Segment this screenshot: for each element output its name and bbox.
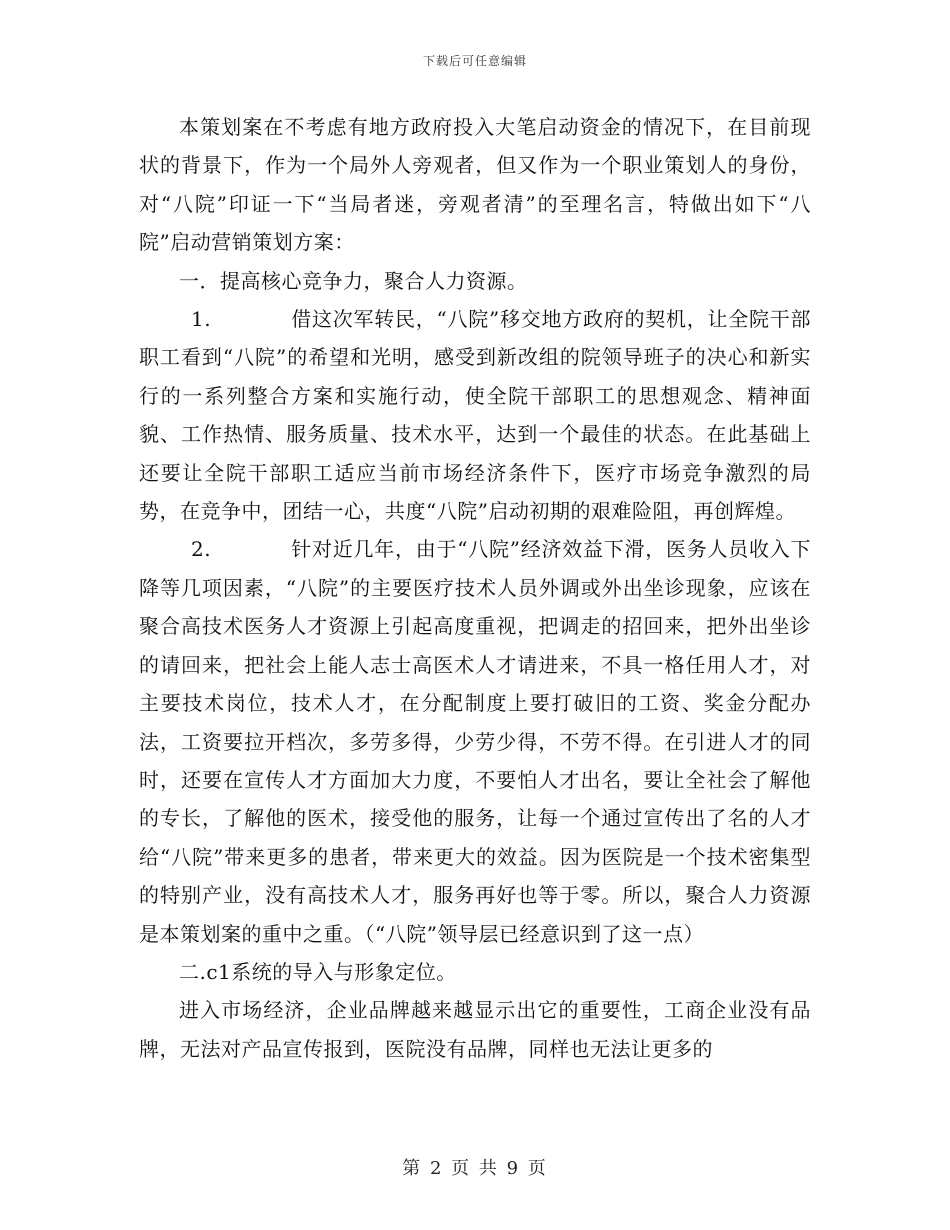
section-heading-2 [139, 953, 811, 991]
paragraph-intro [139, 108, 811, 262]
paragraph-text: 借这次军转民，“八院”移交地方政府的契机，让全院干部职工看到“八院”的希望和光明，感受到新改组的院领导班子的决心和新实行的一系列整合方案和实施行动，使全院干部职工的思想观念、精神面貌、工作热情、服务质量、技术水平，达到一个最佳的状态。在此基础上还要让全院干部职工适应当前市场经济条件下，医疗市场竞争激烈的局势，在竞争中，团结一心，共度“八院”启动初期的艰难险阻，再创辉煌。 [139, 307, 811, 524]
paragraph-branding [139, 991, 811, 1068]
paragraph-number: 1. [191, 307, 212, 332]
page-header: 下载后可任意编辑 [422, 54, 527, 68]
heading-text: 二.c1系统的导入与形象定位。 [179, 959, 457, 984]
section-heading-1 [139, 262, 811, 300]
paragraph-text: 针对近几年，由于“八院”经济效益下滑，医务人员收入下降等几项因素，“八院”的主要医疗技术人员外调或外出坐诊现象，应该在聚合高技术医务人才资源上引起高度重视，把调走的招回来，把外出坐诊的请回来，把社会上能人志士高医术人才请进来，不具一格任用人才，对主要技术岗位，技术人才，在分配制度上要打破旧的工资、奖金分配办法，工资要拉开档次，多劳多得，少劳少得，不劳不得。在引进人才的同时，还要在宣传人才方面加大力度，不要怕人才出名，要让全社会了解他的专长，了解他的医术，接受他的服务，让每一个通过宣传出了名的人才给“八院”带来更多的患者，带来更大的效益。因为医院是一个技术密集型的特别产业，没有高技术人才，服务再好也等于零。所以，聚合人力资源是本策划案的重中之重。（“八院”领导层已经意识到了这一点） [139, 537, 811, 946]
paragraph-text: 进入市场经济，企业品牌越来越显示出它的重要性，工商企业没有品牌，无法对产品宣传报到，医院没有品牌，同样也无法让更多的 [139, 998, 811, 1061]
numbered-paragraph-2 [139, 530, 811, 952]
page-footer: 第 2 页 共 9 页 [402, 1158, 548, 1179]
heading-text: 一．提高核心竞争力，聚合人力资源。 [179, 268, 528, 293]
paragraph-number: 2. [191, 537, 212, 562]
document-body [139, 108, 811, 1068]
paragraph-text: 本策划案在不考虑有地方政府投入大笔启动资金的情况下，在目前现状的背景下，作为一个局外人旁观者，但又作为一个职业策划人的身份，对“八院”印证一下“当局者迷，旁观者清”的至理名言，特做出如下“八院”启动营销策划方案： [139, 115, 811, 255]
numbered-paragraph-1 [139, 300, 811, 530]
